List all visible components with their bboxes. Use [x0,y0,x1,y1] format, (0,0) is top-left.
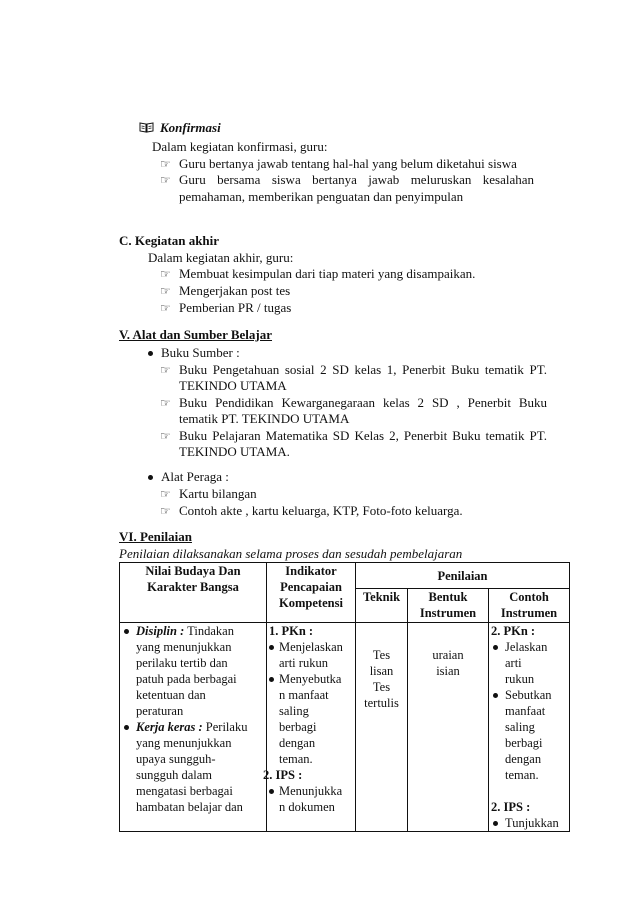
teknik-text: lisan [369,664,394,678]
contoh-item-cont: teman. [505,768,539,782]
kerja-line: hambatan belajar dan [136,800,243,814]
header-text: Nilai Budaya Dan [145,564,241,578]
indikator-item-cont: n dokumen [279,800,335,814]
buku-item: Buku Pendidikan Kewarganegaraan kelas 2 SD , Penerbit Buku [179,395,547,410]
hand-pointer-icon: ☞ [160,267,171,281]
hand-pointer-icon: ☞ [160,363,171,377]
kerja-line: yang menunjukkan [136,736,232,750]
hand-pointer-icon: ☞ [160,429,171,443]
indikator-ips-heading: 2. IPS : [263,768,303,782]
contoh-item: Jelaskan arti [505,640,548,670]
penilaian-subtitle: Penilaian dilaksanakan selama proses dan sesudah pembelajaran [119,546,463,561]
header-text: Indikator [285,564,337,578]
section-heading-kegiatan-akhir: C. Kegiatan akhir [119,233,220,248]
disiplin-text: Tindakan [184,624,234,638]
bullet-icon [493,645,498,650]
disiplin-line: peraturan [136,704,184,718]
indikator-pkn-heading: 1. PKn : [269,624,314,638]
disiplin-label: Disiplin : [136,624,185,638]
header-text: Bentuk [428,590,468,604]
disiplin-line: patuh pada berbagai [136,672,237,686]
contoh-ips-heading: 2. IPS : [491,800,531,814]
cell-teknik [356,623,408,832]
header-text: Karakter Bangsa [147,580,239,594]
buku-item: Buku Pengetahuan sosial 2 SD kelas 1, Penerbit Buku tematik PT. [179,362,547,377]
kegiatan-akhir-item: Pemberian PR / tugas [179,300,292,315]
contoh-item-cont: berbagi [505,736,543,750]
cell-indikator [263,623,356,832]
kerja-line: mengatasi berbagai [136,784,233,798]
bentuk-text: uraian [432,648,464,662]
header-nilai-budaya [120,563,267,623]
hand-pointer-icon: ☞ [160,301,171,315]
indikator-item: Menjelaskan [279,640,343,654]
header-contoh [489,589,570,623]
bullet-icon [493,821,498,826]
konfirmasi-item: Guru bertanya jawab tentang hal-hal yang belum diketahui siswa [179,156,517,171]
section-heading-penilaian: VI. Penilaian [119,529,192,544]
contoh-item-cont: rukun [505,672,535,686]
bullet-icon [148,475,153,480]
header-text: Instrumen [500,606,558,620]
kegiatan-akhir-intro: Dalam kegiatan akhir, guru: [148,250,294,265]
konfirmasi-intro: Dalam kegiatan konfirmasi, guru: [152,139,328,154]
peraga-item: Kartu bilangan [179,486,257,501]
bullet-icon [269,789,274,794]
cell-nilai-budaya [120,623,267,832]
header-penilaian: Penilaian [356,563,570,589]
buku-item: Buku Pelajaran Matematika SD Kelas 2, Penerbit Buku tematik PT. [179,428,547,443]
kerja-line: upaya sungguh- [136,752,216,766]
hand-pointer-icon: ☞ [160,284,171,298]
penilaian-table [119,562,570,832]
indikator-item-cont: n manfaat [279,688,329,702]
konfirmasi-title: Konfirmasi [160,120,221,135]
header-text: Instrumen [419,606,477,620]
header-teknik: Teknik [356,589,408,623]
hand-pointer-icon: ☞ [160,396,171,410]
indikator-item-cont: teman. [279,752,313,766]
buku-item-cont: TEKINDO UTAMA. [179,444,290,459]
kegiatan-akhir-item: Membuat kesimpulan dari tiap materi yang disampaikan. [179,266,476,281]
bullet-icon [269,677,274,682]
contoh-item: Tunjukkan [505,816,559,830]
section-heading-alat-sumber: V. Alat dan Sumber Belajar [119,327,273,342]
header-indikator [267,563,356,623]
indikator-item-cont: arti rukun [279,656,328,670]
contoh-pkn-heading: 2. PKn : [491,624,536,638]
header-text: Contoh [509,590,549,604]
contoh-item-cont: manfaat [505,704,546,718]
contoh-item: Sebutkan [505,688,552,702]
bullet-icon [124,725,129,730]
hand-pointer-icon: ☞ [160,173,171,187]
teknik-text: tertulis [364,696,399,710]
indikator-item-cont: berbagi [279,720,317,734]
teknik-text: Tes [372,648,391,662]
peraga-item: Contoh akte , kartu keluarga, KTP, Foto-foto keluarga. [179,503,463,518]
bullet-icon [124,629,129,634]
konfirmasi-item: Guru bersama siswa bertanya jawab meluruskan kesalahan [179,172,534,187]
hand-pointer-icon: ☞ [160,487,171,501]
disiplin-line: perilaku tertib dan [136,656,228,670]
kerja-keras-text: Perilaku [202,720,248,734]
header-text: Pencapaian [280,580,342,594]
kerja-keras-label: Kerja keras : [136,720,203,734]
bullet-icon [148,351,153,356]
indikator-item: Menyebutka [279,672,342,686]
bullet-icon [269,645,274,650]
cell-contoh [489,623,570,832]
indikator-item-cont: dengan [279,736,316,750]
indikator-item-cont: saling [279,704,309,718]
hand-pointer-icon: ☞ [160,504,171,518]
disiplin-line: ketentuan dan [136,688,206,702]
teknik-text: Tes [372,680,391,694]
konfirmasi-item-cont: pemahaman, memberikan penguatan dan penyimpulan [179,189,464,204]
header-bentuk [408,589,489,623]
kegiatan-akhir-item: Mengerjakan post tes [179,283,291,298]
cell-bentuk [408,623,489,832]
disiplin-line: yang menunjukkan [136,640,232,654]
alat-peraga-label: Alat Peraga : [161,469,229,484]
buku-sumber-label: Buku Sumber : [161,345,240,360]
open-book-icon [139,121,154,137]
kerja-line: sungguh dalam [136,768,213,782]
contoh-item-cont: saling [505,720,535,734]
contoh-item-cont: dengan [505,752,542,766]
header-text: Kompetensi [279,596,343,610]
buku-item-cont: TEKINDO UTAMA [179,378,287,393]
buku-item-cont: tematik PT. TEKINDO UTAMA [179,411,350,426]
indikator-item: Menunjukka [279,784,343,798]
hand-pointer-icon: ☞ [160,157,171,171]
bentuk-text: isian [436,664,460,678]
bullet-icon [493,693,498,698]
